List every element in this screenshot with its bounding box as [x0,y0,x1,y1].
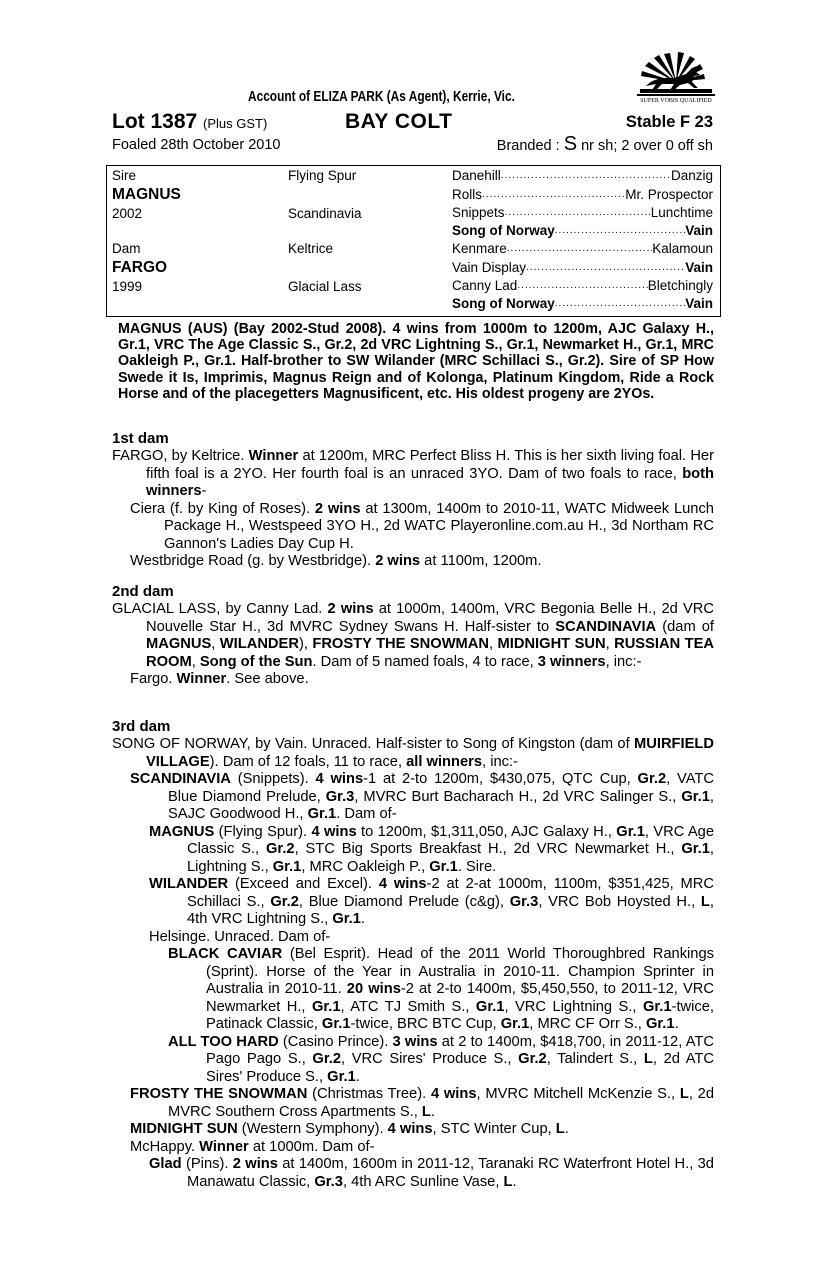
dam-sire: Keltrice [288,241,334,256]
foaled-date: Foaled 28th October 2010 [112,137,281,153]
grandparent-row: Kenmare ..... Kalamoun [452,240,713,258]
grandparent-row: Canny Lad ..... Bletchingly [452,277,713,295]
dam-dam: Glacial Lass [288,279,362,294]
third-dam-section [112,718,714,1191]
sire-dam: Scandinavia [288,206,362,221]
sire-name: MAGNUS [112,186,181,203]
horse-sunburst-icon [634,52,718,98]
vendor-account: Account of ELIZA PARK (As Agent), Kerrie, Vic. [248,89,515,105]
first-dam-section [112,430,714,571]
dam-label: Dam [112,241,141,256]
progeny-entry: WILANDER (Exceed and Excel). 4 wins-2 at 2-at 1000m, 1100m, $351,425, MRC Schillaci S., Gr.2, Blue Diamond Prelude (c&g), Gr.3, VRC Bob Hoysted H., L, 4th VRC Lightning S., Gr.1. [149,876,714,927]
sire-sire: Flying Spur [288,168,357,183]
progeny-entry: FROSTY THE SNOWMAN (Christmas Tree). 4 wins, MVRC Mitchell McKenzie S., L, 2d MVRC Southern Cross Apartments S., L. [130,1086,714,1120]
dam-name: FARGO [112,259,168,276]
grandparent-row: Danehill ..... Danzig [452,167,713,185]
pedigree-table [106,165,721,317]
dam-year: 1999 [112,279,143,294]
progeny-entry: BLACK CAVIAR (Bel Esprit). Head of the 2011 World Thoroughbred Rankings (Sprint). Horse of the Year in Australia in 2010-11. Champion Sprinter in Australia in 2010-11. 20 wins-2 at 2-to 1400m, $5,450,550, to 2011-12, VRC Newmarket H., Gr.1, ATC TJ Smith S., Gr.1, VRC Lightning S., Gr.1-twice, Patinack Classic, Gr.1-twice, BRC BTC Cup, Gr.1, MRC CF Orr S., Gr.1. [168,946,714,1032]
progeny-entry: MIDNIGHT SUN (Western Symphony). 4 wins, STC Winter Cup, L. [130,1121,569,1137]
branded-detail: nr sh; 2 over 0 off sh [581,138,713,154]
lot-line [112,110,713,134]
progeny-entry: ALL TOO HARD (Casino Prince). 3 wins at 2 to 1400m, $418,700, in 2011-12, ATC Pago Pago S., Gr.2, VRC Sires' Produce S., Gr.2, Talindert S., L, 2d ATC Sires' Produce S., Gr.1. [168,1033,715,1085]
logo-caption: SUPER VOBIS QUALIFIED [640,98,712,104]
progeny-entry: SCANDINAVIA (Snippets). 4 wins-1 at 2-to 1200m, $430,075, QTC Cup, Gr.2, VATC Blue Diamond Prelude, Gr.3, MVRC Burt Bacharach H., 2d VRC Salinger S., Gr.1, SAJC Goodwood H., Gr.1. Dam of- [130,771,714,822]
brand-mark: S [563,133,578,155]
lot-number [112,110,267,134]
dam-entry: SONG OF NORWAY, by Vain. Unraced. Half-sister to Song of Kingston (dam of MUIRFIELD VILLAGE). Dam of 12 foals, 11 to race, all winners, inc:- [112,736,714,770]
branded-info [496,133,713,155]
progeny-entry: Westbridge Road (g. by Westbridge). 2 wins at 1100m, 1200m. [130,553,542,569]
progeny-entry: Helsinge. Unraced. Dam of- [149,928,331,945]
progeny-entry: Glad (Pins). 2 wins at 1400m, 1600m in 2011-12, Taranaki RC Waterfront Hotel H., 3d Manawatu Classic, Gr.3, 4th ARC Sunline Vase, L. [149,1156,714,1190]
sire-year: 2002 [112,206,143,221]
grandparent-row: Song of Norway ..... Vain [452,295,713,313]
dam-entry: FARGO, by Keltrice. Winner at 1200m, MRC Perfect Bliss H. This is her sixth living foal. Her fifth foal is a 2YO. Her fourth foal is an unraced 3YO. Dam of two foals to race, both winners- [112,448,714,499]
progeny-entry: Ciera (f. by King of Roses). 2 wins at 1300m, 1400m to 2010-11, WATC Midweek Lunch Package H., Westspeed 3YO H., 2d WATC Playeronline.com.au H., 3d Northam RC Gannon's Ladies Day Cup H. [130,500,714,552]
sire-label: Sire [112,168,137,183]
progeny-entry: Fargo. Winner. See above. [130,671,309,687]
lot-title: BAY COLT [345,110,453,133]
progeny-entry: MAGNUS (Flying Spur). 4 wins to 1200m, $1,311,050, AJC Galaxy H., Gr.1, VRC Age Classic S., Gr.2, STC Big Sports Breakfast H., 2d VRC Newmarket H., Gr.1, Lightning S., Gr.1, MRC Oakleigh P., Gr.1. Sire. [149,823,715,875]
section-heading: 2nd dam [112,583,174,600]
super-vobis-logo [634,52,718,108]
lot-gst-note: (Plus GST) [203,116,268,131]
progeny-entry: McHappy. Winner at 1000m. Dam of- [130,1138,375,1155]
lot-label: Lot 1387 [112,110,198,133]
stable-number: Stable F 23 [625,113,713,131]
section-heading: 3rd dam [112,718,171,735]
grandparent-row: Snippets ..... Lunchtime [452,204,713,222]
grandparent-row: Rolls ..... Mr. Prospector [452,186,713,204]
dam-entry: GLACIAL LASS, by Canny Lad. 2 wins at 1000m, 1400m, VRC Begonia Belle H., 2d VRC Nouvelle Star H., 3d MVRC Sydney Swans H. Half-sister to SCANDINAVIA (dam of MAGNUS, WILANDER), FROSTY THE SNOWMAN, MIDNIGHT SUN, RUSSIAN TEA ROOM, Song of the Sun. Dam of 5 named foals, 4 to race, 3 winners, inc:- [112,601,715,670]
grandparent-row: Vain Display ..... Vain [452,259,713,277]
grandparent-row: Song of Norway ..... Vain [452,222,713,240]
section-heading: 1st dam [112,430,169,447]
sire-biography: MAGNUS (AUS) (Bay 2002-Stud 2008). 4 wins from 1000m to 1200m, AJC Galaxy H., Gr.1, VRC The Age Classic S., Gr.2, 2d VRC Lightning S., Gr.1, Newmarket H., Gr.1, MRC Oakleigh P., Gr.1. Half-brother to SW Wilander (MRC Schillaci S., Gr.2). Sire of SP How Swede it Is, Imprimis, Magnus Reign and of Kolonga, Platinum Kingdom, Ride a Rock Horse and of the placegetters Magnusificent, etc. His oldest progeny are 2YOs. [118,321,714,402]
second-dam-section [112,583,714,689]
branded-label: Branded : [496,138,560,154]
